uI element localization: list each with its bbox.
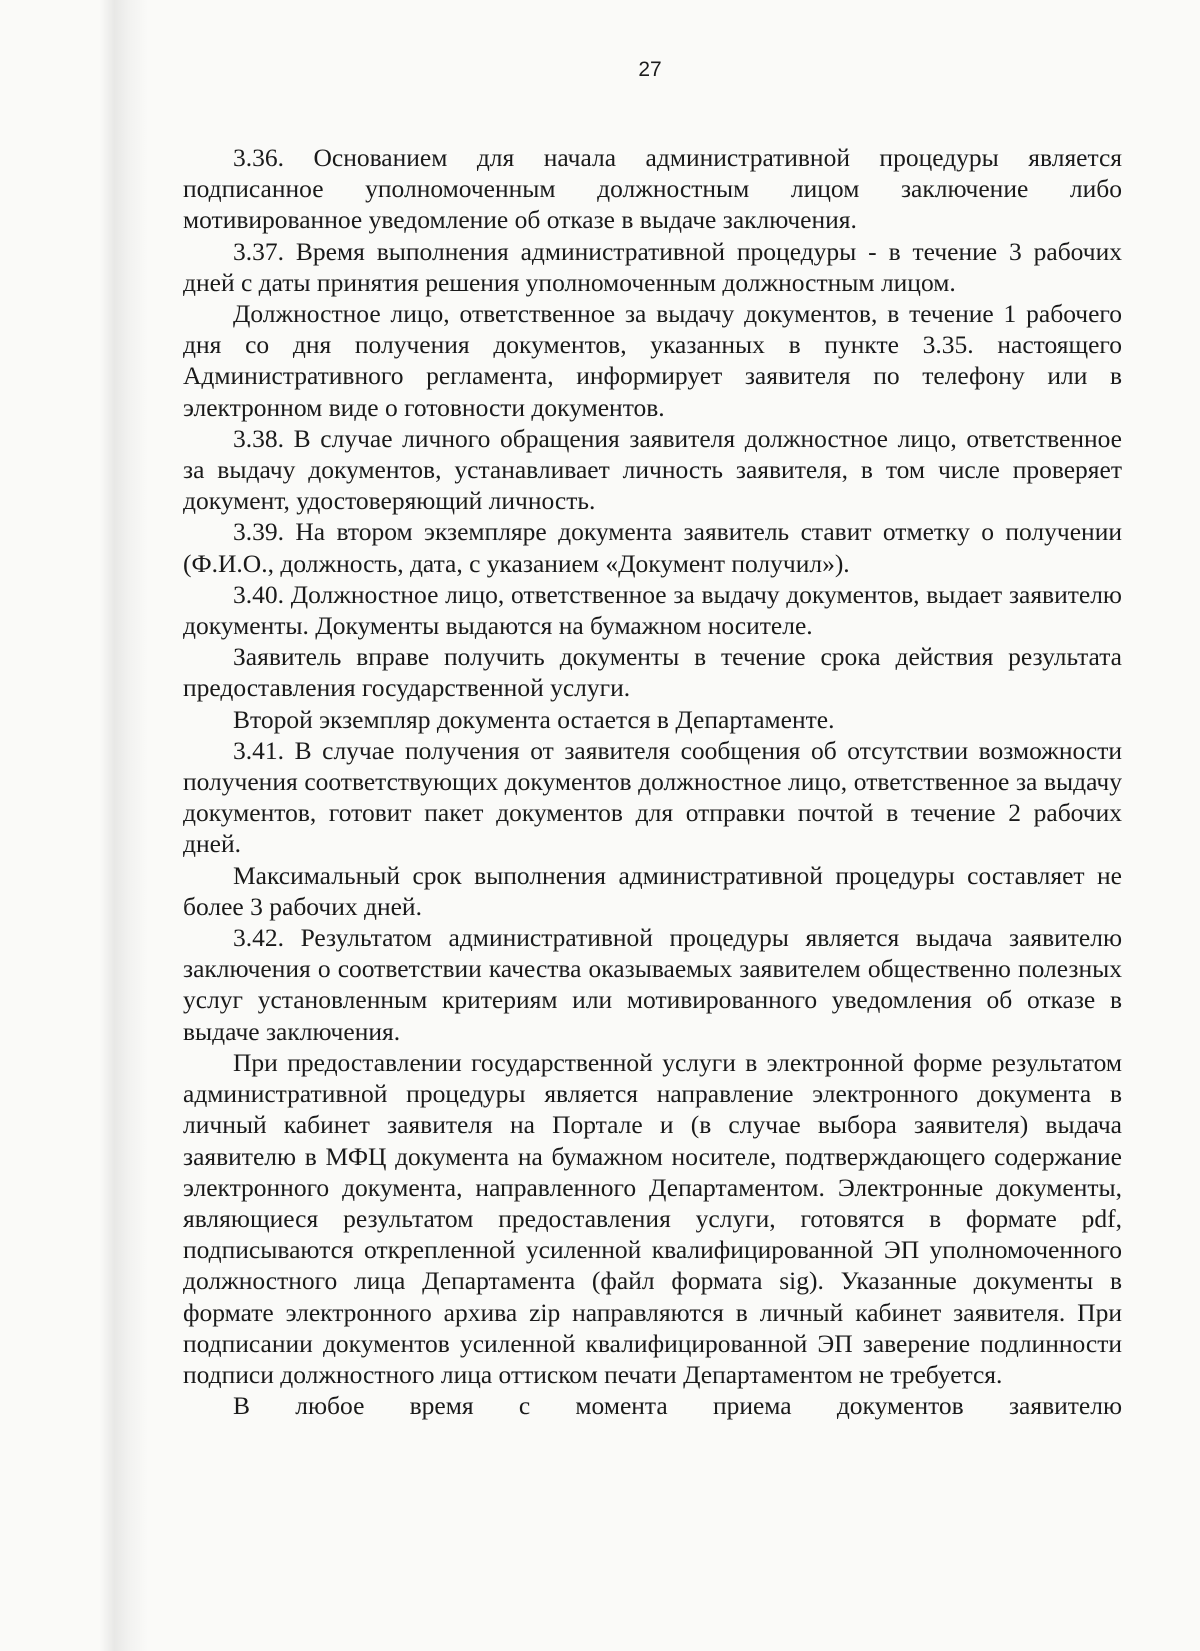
paragraph-3-37: 3.37. Время выполнения административной процедуры - в течение 3 рабочих дней с даты принятия решения уполномоченным должностным лицом. <box>183 236 1122 297</box>
paragraph-3-41: 3.41. В случае получения от заявителя сообщения об отсутствии возможности получения соответствующих документов должностное лицо, ответственное за выдачу документов, готовит пакет документов для отправки почтой в течение 2 рабочих дней. <box>183 735 1122 859</box>
paragraph-3-36: 3.36. Основанием для начала административной процедуры является подписанное уполномоченным должностным лицом заключение либо мотивированное уведомление об отказе в выдаче заключения. <box>183 143 1122 235</box>
paragraph-3-40: 3.40. Должностное лицо, ответственное за выдачу документов, выдает заявителю документы. Документы выдаются на бумажном носителе. <box>183 579 1122 641</box>
scan-edge-shadow <box>100 0 148 1651</box>
paragraph-notification: Должностное лицо, ответственное за выдачу документов, в течение 1 рабочего дня со дня получения документов, указанных в пункте 3.35. настоящего Административного регламента, информирует заявителя по телефону или в электронном виде о готовности документов. <box>183 299 1122 422</box>
paragraph-second-copy: Второй экземпляр документа остается в Департаменте. <box>233 704 835 734</box>
paragraph-3-38: 3.38. В случае личного обращения заявителя должностное лицо, ответственное за выдачу документов, устанавливает личность заявителя, в том числе проверяет документ, удостоверяющий личность. <box>183 423 1122 516</box>
paragraph-3-39: 3.39. На втором экземпляре документа заявитель ставит отметку о получении (Ф.И.О., должность, дата, с указанием «Документ получил»). <box>183 517 1122 578</box>
document-body <box>183 142 1122 1421</box>
paragraph-receipt-right: Заявитель вправе получить документы в течение срока действия результата предоставления государственной услуги. <box>183 642 1122 703</box>
paragraph-electronic-form: При предоставлении государственной услуги в электронной форме результатом административной процедуры является направление электронного документа в личный кабинет заявителя на Портале и (в случае выбора заявителя) выдача заявителю в МФЦ документа на бумажном носителе, подтверждающего содержание электронного документа, направленного Департаментом. Электронные документы, являющиеся результатом предоставления услуги, готовятся в формате pdf, подписываются открепленной усиленной квалифицированной ЭП уполномоченного должностного лица Департамента (файл формата sig). Указанные документы в формате электронного архива zip направляются в личный кабинет заявителя. При подписании документов усиленной квалифицированной ЭП заверение подлинности подписи должностного лица оттиском печати Департаментом не требуется. <box>183 1047 1122 1389</box>
page-number: 27 <box>638 58 662 81</box>
paragraph-max-term: Максимальный срок выполнения административной процедуры составляет не более 3 рабочих дней. <box>183 860 1122 921</box>
paragraph-3-42: 3.42. Результатом административной процедуры является выдача заявителю заключения о соответствии качества оказываемых заявителем общественно полезных услуг установленным критериям или мотивированного уведомления об отказе в выдаче заключения. <box>183 923 1122 1046</box>
paragraph-any-time: В любое время с момента приема документов заявителю <box>233 1391 1122 1421</box>
